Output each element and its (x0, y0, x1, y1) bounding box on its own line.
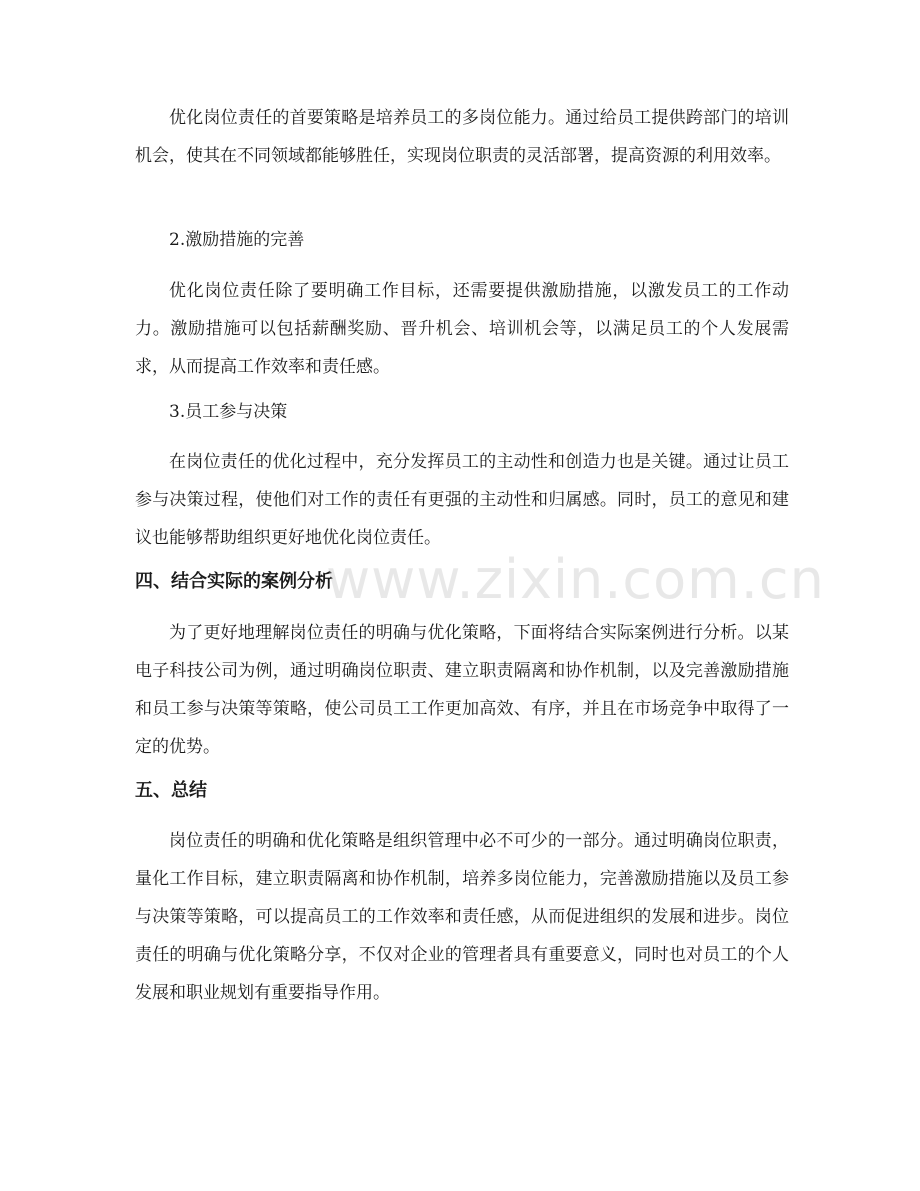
subheading-employee-participation: 3.员工参与决策 (169, 402, 288, 422)
paragraph-summary: 岗位责任的明确和优化策略是组织管理中必不可少的一部分。通过明确岗位职责，量化工作目标，建立职责隔离和协作机制，培养多岗位能力，完善激励措施以及员工参与决策等策略，可以提高员工的工作效率和责任感，从而促进组织的发展和进步。岗位责任的明确与优化策略分享，不仅对企业的管理者具有重要意义，同时也对员工的个人发展和职业规划有重要指导作用。 (135, 831, 789, 1003)
section-heading-case-analysis: 四、结合实际的案例分析 (135, 571, 333, 592)
paragraph-multi-skill-training: 优化岗位责任的首要策略是培养员工的多岗位能力。通过给员工提供跨部门的培训机会，使其在不同领域都能够胜任，实现岗位职责的灵活部署，提高资源的利用效率。 (135, 108, 789, 166)
paragraph-case-analysis: 为了更好地理解岗位责任的明确与优化策略，下面将结合实际案例进行分析。以某电子科技公司为例，通过明确岗位职责、建立职责隔离和协作机制，以及完善激励措施和员工参与决策等策略，使公司员工工作更加高效、有序，并且在市场竞争中取得了一定的优势。 (135, 623, 789, 757)
paragraph-incentive-measures: 优化岗位责任除了要明确工作目标，还需要提供激励措施，以激发员工的工作动力。激励措施可以包括薪酬奖励、晋升机会、培训机会等，以满足员工的个人发展需求，从而提高工作效率和责任感。 (135, 281, 789, 377)
paragraph-employee-participation: 在岗位责任的优化过程中，充分发挥员工的主动性和创造力也是关键。通过让员工参与决策过程，使他们对工作的责任有更强的主动性和归属感。同时，员工的意见和建议也能够帮助组织更好地优化岗位责任。 (135, 452, 789, 548)
watermark: www.zixin.com.cn (326, 548, 825, 611)
section-heading-summary: 五、总结 (135, 780, 207, 801)
subheading-incentive-measures: 2.激励措施的完善 (169, 230, 305, 250)
